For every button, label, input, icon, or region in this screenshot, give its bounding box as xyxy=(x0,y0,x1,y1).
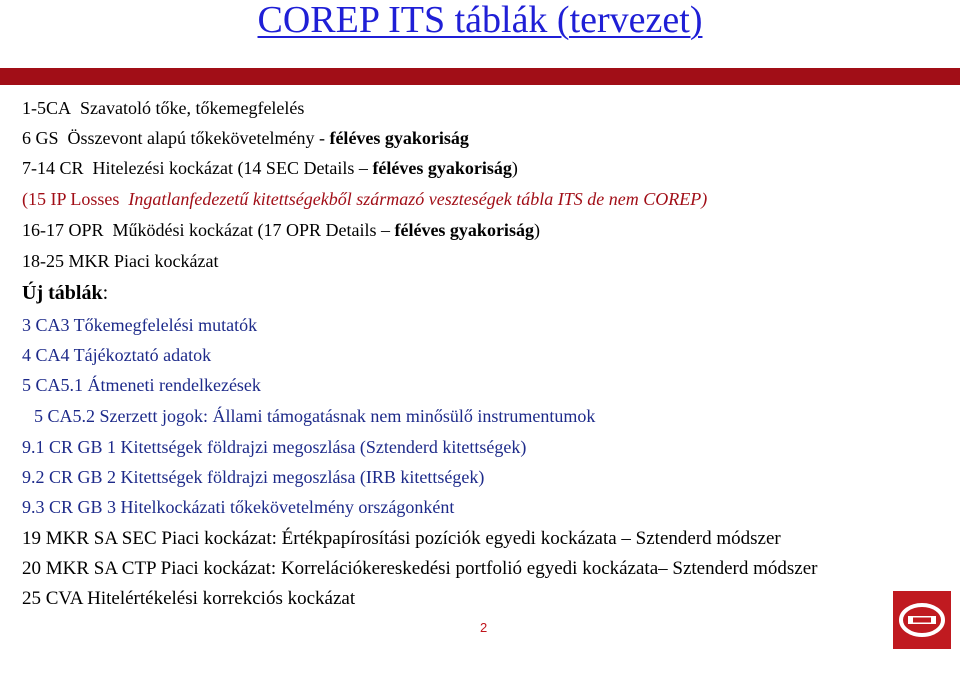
section-heading xyxy=(22,282,108,305)
line-text: 25 CVA Hitelértékelési korrekciós kockázat xyxy=(22,588,356,609)
list-item xyxy=(22,345,211,366)
bank-logo-icon xyxy=(893,591,951,649)
list-item xyxy=(22,98,304,119)
line-bold: féléves gyakoriság xyxy=(329,128,469,148)
heading-colon: : xyxy=(102,282,109,304)
line-text: Szavatoló tőke, tőkemegfelelés xyxy=(80,98,305,118)
line-text: Piaci kockázat xyxy=(114,251,219,271)
list-item xyxy=(34,406,595,427)
line-text: 9.3 CR GB 3 Hitelkockázati tőkekövetelmény országonként xyxy=(22,497,455,517)
list-item xyxy=(22,467,484,488)
list-item xyxy=(22,189,707,210)
list-item xyxy=(22,437,526,458)
page-title-text: COREP ITS táblák (tervezet) xyxy=(257,0,703,41)
heading-text: Új táblák xyxy=(22,282,103,304)
line-code: 18-25 MKR xyxy=(22,251,110,271)
line-bold: féléves gyakoriság xyxy=(372,158,512,178)
line-bold: féléves gyakoriság xyxy=(394,220,534,240)
page-title xyxy=(0,0,960,42)
list-item xyxy=(22,528,781,550)
list-item xyxy=(22,220,540,241)
line-text: Ingatlanfedezetű kitettségekből származó veszteségek tábla ITS de nem COREP) xyxy=(128,189,708,209)
line-text: Összevont alapú tőkekövetelmény - xyxy=(67,128,330,148)
line-text: 5 CA5.1 Átmeneti rendelkezések xyxy=(22,375,261,395)
list-item xyxy=(22,251,218,272)
list-item xyxy=(22,375,261,396)
line-text: 19 MKR SA SEC Piaci kockázat: Értékpapírosítási pozíciók egyedi kockázata – Sztenderd módszer xyxy=(22,528,781,549)
list-item xyxy=(22,558,817,580)
line-text: 9.2 CR GB 2 Kitettségek földrajzi megoszlása (IRB kitettségek) xyxy=(22,467,485,487)
line-text: 9.1 CR GB 1 Kitettségek földrajzi megoszlása (Sztenderd kitettségek) xyxy=(22,437,527,457)
page-number: 2 xyxy=(480,620,488,635)
list-item xyxy=(22,128,469,149)
line-code: (15 IP Losses xyxy=(22,189,120,209)
line-code: 1-5CA xyxy=(22,98,71,118)
list-item xyxy=(22,315,257,336)
line-code: 7-14 CR xyxy=(22,158,84,178)
line-text: Hitelezési kockázat (14 SEC Details – xyxy=(92,158,373,178)
line-tail: ) xyxy=(533,220,540,240)
line-text: 20 MKR SA CTP Piaci kockázat: Korrelációkereskedési portfolió egyedi kockázata– Sztenderd módszer xyxy=(22,558,818,579)
line-code: 6 GS xyxy=(22,128,59,148)
line-tail: ) xyxy=(511,158,518,178)
line-text: 5 CA5.2 Szerzett jogok: Állami támogatásnak nem minősülő instrumentumok xyxy=(34,406,596,426)
header-bar xyxy=(0,68,960,85)
line-text: Működési kockázat (17 OPR Details – xyxy=(112,220,395,240)
list-item xyxy=(22,158,518,179)
list-item xyxy=(22,497,454,518)
line-code: 16-17 OPR xyxy=(22,220,104,240)
line-text: 3 CA3 Tőkemegfelelési mutatók xyxy=(22,315,258,335)
list-item xyxy=(22,588,355,610)
line-text: 4 CA4 Tájékoztató adatok xyxy=(22,345,212,365)
